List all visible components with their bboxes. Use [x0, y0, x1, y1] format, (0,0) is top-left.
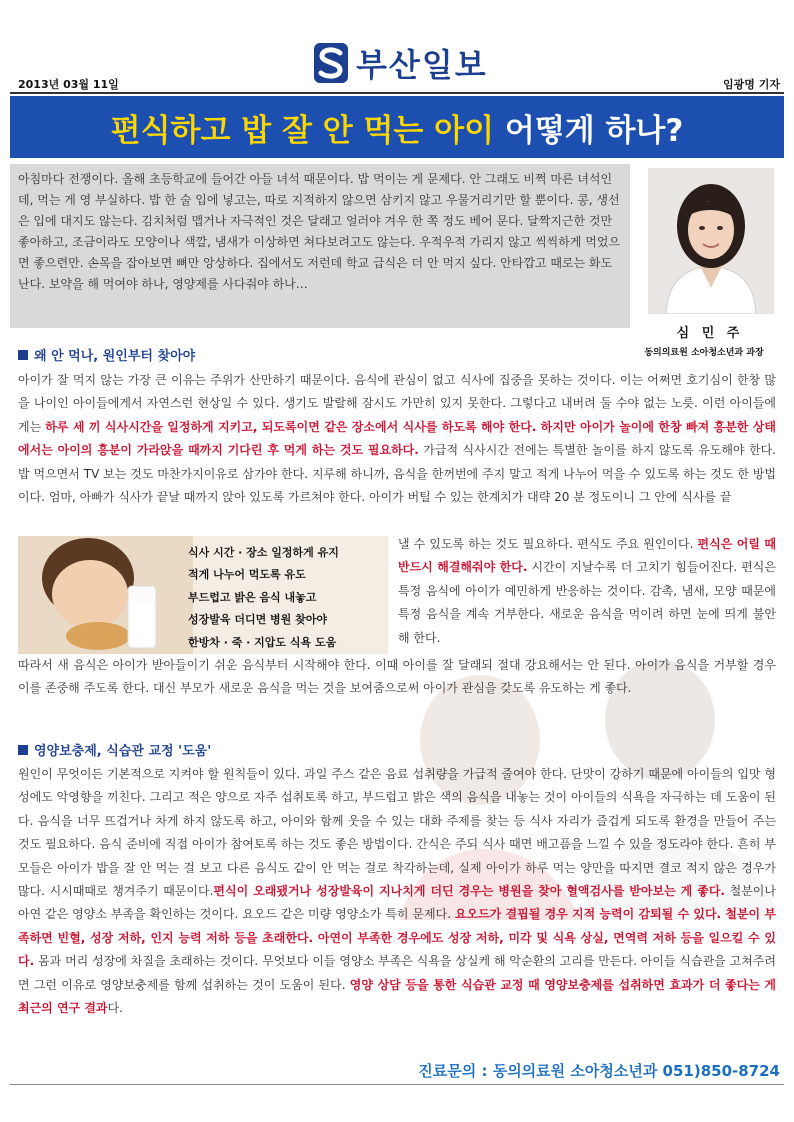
feature-item: 적게 나누어 먹도록 유도	[188, 568, 306, 582]
masthead-rule	[10, 92, 784, 94]
feature-list	[188, 542, 388, 654]
highlight-text: 편식은 어릴 때 반드시 해결해줘야 한다.	[398, 537, 776, 575]
headline-part-2: 어떻게 하나?	[504, 112, 684, 149]
headline-banner	[10, 96, 784, 158]
highlight-text: 요오드가 결핍될 경우 지적 능력이 감퇴될 수 있다. 철분이 부족하면 빈혈, 성장 저하, 인지 능력 저하 등을 초래한다. 아연이 부족한 경우에도 성장 저하, 미각 및 식욕 상실, 면역력 저하 등을 일으킬 수 있다.	[18, 907, 776, 969]
section-1-paragraph-3: 따라서 새 음식은 아이가 받아들이기 쉬운 음식부터 시작해야 한다. 이때 아이를 잘 달래되 절대 강요해서는 안 된다. 아이가 음식을 거부할 경우 이를 존중해 주도록 한다. 대신 부모가 새로운 음식을 먹는 것을 보여줌으로써 아이가 관심을 갖도록 유도하는 게 좋다.	[18, 658, 776, 696]
feature-item: 부드럽고 밝은 음식 내놓고	[188, 590, 317, 604]
footer-rule	[10, 1084, 784, 1085]
feature-item: 식사 시간 · 장소 일정하게 유지	[188, 546, 339, 559]
intro-box: 아침마다 전쟁이다. 올해 초등학교에 들어간 아들 녀석 때문이다. 밥 먹이는 게 문제다. 안 그래도 비쩍 마른 녀석인데, 먹는 게 영 부실하다. 밥 한 술 입에 넣고는, 따로 지적하지 않으면 삼키지 않고 우물거리기만 할 뿐이다. 콩, 생선은 입에 대지도 않는다. 김치처럼 맵거나 자극적인 것은 달래고 얼러야 겨우 한 쪽 정도 베어 문다. 달짝지근한 것만 좋아하고, 조금이라도 모양이나 색깔, 냄새가 이상하면 쳐다보려고도 않는다. 우적우적 가리지 않고 씩씩하게 먹었으면 좋으련만. 손목을 잡아보면 뼈만 앙상하다. 집에서도 저런데 학교 급식은 더 안 먹지 싶다. 안타깝고 때로는 화도 난다. 보약을 해 먹여야 하나, 영양제를 사다줘야 하나…	[10, 164, 630, 328]
publication-date: 2013년 03월 11일	[18, 78, 119, 91]
newspaper-logo	[314, 40, 488, 86]
section-2-heading-text: 영양보충제, 식습관 교정 '도움'	[34, 744, 212, 759]
busan-ilbo-logo-icon	[314, 43, 348, 83]
headline	[111, 105, 684, 150]
reporter-name: 임광명 기자	[723, 78, 780, 91]
highlight-text: 편식이 오래됐거나 성장발육이 지나치게 더딘 경우는 병원을 찾아 혈액검사를 받아보는 게 좋다.	[213, 884, 725, 899]
section-1-paragraph-2: 낼 수 있도록 하는 것도 필요하다. 편식도 주요 원인이다. 편식은 어릴 때 반드시 해결해줘야 한다. 시간이 지날수록 더 고치기 힘들어진다. 편식은 특정 음식에 아이가 예민하게 반응하는 것이다. 감촉, 냄새, 모양 때문에 특정 음식을 계속 거부한다. 새로운 음식을 먹이려 하면 눈에 띄게 불안해 한다.	[398, 537, 776, 645]
feature-item: 한방차 · 죽 · 지압도 식욕 도움	[188, 635, 337, 649]
doctor-name: 심 민 주	[676, 326, 744, 341]
section-1-heading-text: 왜 안 먹나, 원인부터 찾아야	[34, 349, 196, 364]
masthead	[0, 40, 794, 92]
bullet-square-icon	[18, 745, 28, 755]
logo-text: 부산일보	[356, 46, 488, 84]
headline-part-1: 편식하고 밥 잘 안 먹는 아이	[110, 112, 495, 149]
feature-item: 성장발육 더디면 병원 찾아야	[188, 613, 327, 627]
doctor-portrait	[648, 168, 774, 314]
section-2-paragraph: 원인이 무엇이든 기본적으로 지켜야 할 원칙들이 있다. 과일 주스 같은 음료 섭취량을 가급적 줄여야 한다. 단맛이 강하기 때문에 아이들의 입맛 형성에도 악영향을 끼친다. 그리고 적은 양으로 자주 섭취토록 하고, 부드럽고 밝은 색의 음식을 내놓는 것이 아이들의 식욕을 자극하는 데 도움이 된다. 음식을 너무 뜨겁거나 차게 하지 않도록 하고, 아이와 함께 웃을 수 있는 대화 주제를 찾는 등 식사 자리가 즐겁게 되도록 환경을 만들어 주는 것도 필요하다. 음식 준비에 직접 아이가 참여토록 하는 것도 좋은 방법이다. 간식은 주되 식사 때면 배고픔을 느낄 수 있을 정도라야 한다. 흔히 부모들은 아이가 밥을 잘 안 먹는 걸 보고 다른 음식도 같이 안 먹는 걸로 착각하는데, 실제 아이가 하루 먹는 양만을 따지면 결코 적지 않은 경우가 많다. 시시때때로 챙겨주기 때문이다.편식이 오래됐거나 성장발육이 지나치게 더딘 경우는 병원을 찾아 혈액검사를 받아보는 게 좋다. 철분이나 아연 같은 영양소 부족을 확인하는 것이다. 요오드 같은 미량 영양소가 특히 문제다. 요오드가 결핍될 경우 지적 능력이 감퇴될 수 있다. 철분이 부족하면 빈혈, 성장 저하, 인지 능력 저하 등을 초래한다. 아연이 부족한 경우에도 성장 저하, 미각 및 식욕 상실, 면역력 저하 등을 일으킬 수 있다. 몸과 머리 성장에 차질을 초래하는 것이다. 무엇보다 이들 영양소 부족은 식욕을 상실케 해 악순환의 고리를 만든다. 아이들 식습관을 고쳐주려면 그런 이유로 영양보충제를 함께 섭취하는 것이 도움이 된다. 영양 상담 등을 통한 식습관 교정 때 영양보충제를 섭취하면 효과가 더 좋다는 게 최근의 연구 결과다.	[18, 767, 776, 1016]
highlight-text: 하루 세 끼 식사시간을 일정하게 지키고, 되도록이면 같은 장소에서 식사를 하도록 해야 한다. 하지만 아이가 놀이에 한창 빠져 흥분한 상태에서는 아이의 흥분이 가라앉을 때까지 기다린 후 먹게 하는 것도 필요하다.	[18, 419, 776, 458]
section-2-heading	[18, 740, 211, 759]
section-1-paragraph-1: 아이가 잘 먹지 않는 가장 큰 이유는 주위가 산만하기 때문이다. 음식에 관심이 없고 식사에 집중을 못하는 것이다. 이는 어쩌면 호기심이 한창 많을 나이인 아이들에게서 자연스런 현상일 수 있다. 생기도 발랄해 잠시도 가만히 있지 못한다. 그렇다고 내버려 둘 수야 없는 노릇. 이런 아이들에게는 하루 세 끼 식사시간을 일정하게 지키고, 되도록이면 같은 장소에서 식사를 하도록 해야 한다. 하지만 아이가 놀이에 한창 빠져 흥분한 상태에서는 아이의 흥분이 가라앉을 때까지 기다린 후 먹게 하는 것도 필요하다. 가급적 식사시간 전에는 특별한 놀이를 하지 않도록 유도해야 한다. 밥 먹으면서 TV 보는 것도 마찬가지이유로 삼가야 한다. 지루해 하니까, 음식을 한꺼번에 주지 말고 적게 나누어 먹을 수 있도록 하는 것도 한 방법이다. 엄마, 아빠가 식사가 끝날 때까지 앉아 있도록 가르쳐야 한다. 아이가 버틸 수 있는 한계치가 대략 20 분 정도이니 그 안에 식사를 끝	[18, 373, 776, 505]
bullet-square-icon	[18, 350, 28, 360]
section-1-heading	[18, 345, 195, 364]
doctor-title: 동의의료원 소아청소년과 과장	[644, 348, 764, 358]
highlight-text: 영양 상담 등을 통한 식습관 교정 때 영양보충제를 섭취하면 효과가 더 좋다는 게 최근의 연구 결과	[18, 977, 776, 1016]
contact-info: 진료문의 : 동의의료원 소아청소년과 051)850-8724	[418, 1062, 780, 1080]
